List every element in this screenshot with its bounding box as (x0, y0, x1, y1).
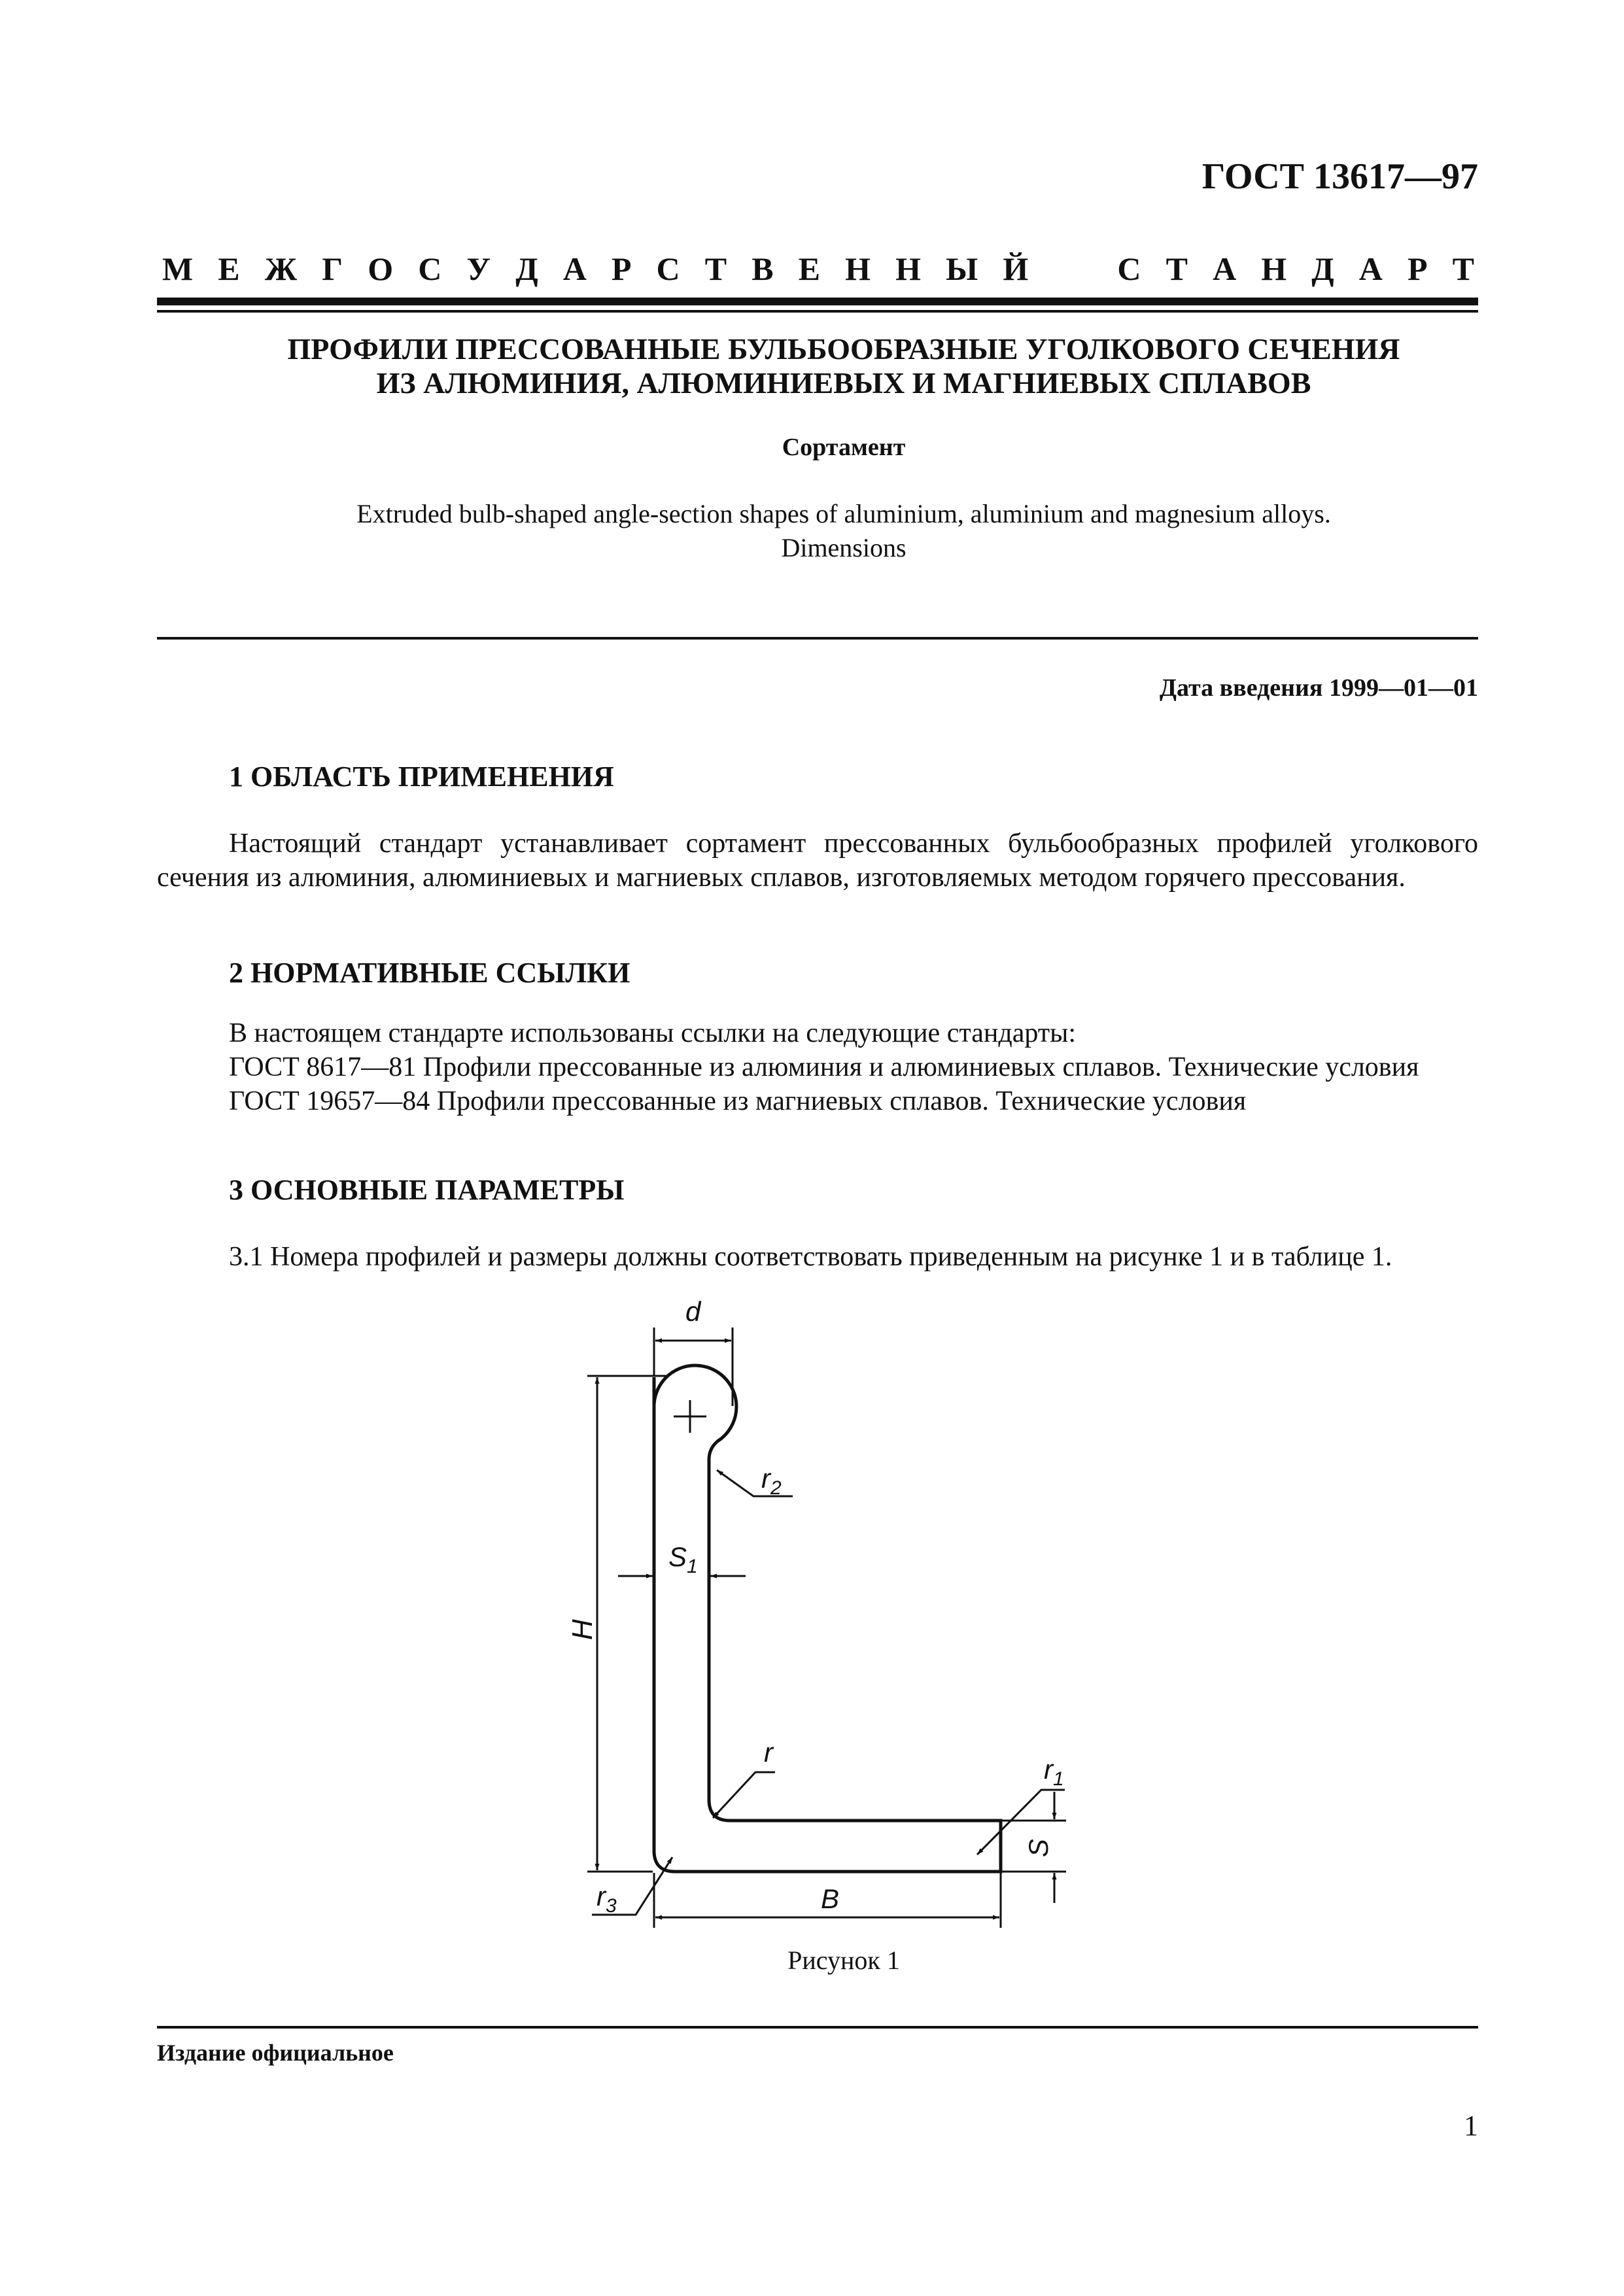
section-3-heading: 3 ОСНОВНЫЕ ПАРАМЕТРЫ (229, 1174, 625, 1206)
section-2-reference-2: ГОСТ 19657—84 Профили прессованные из магниевых сплавов. Технические условия (229, 1086, 1247, 1116)
title-line-2: ИЗ АЛЮМИНИЯ, АЛЮМИНИЕВЫХ И МАГНИЕВЫХ СПЛАВОВ (376, 366, 1311, 400)
banner-letter: Т (704, 250, 727, 287)
banner-letter: Р (611, 250, 632, 287)
banner-letter: Ы (946, 250, 978, 287)
profile-outline (654, 1365, 1001, 1872)
section-3-paragraph: 3.1 Номера профилей и размеры должны соответствовать приведенным на рисунке 1 и в таблице 1. (229, 1242, 1392, 1272)
banner-letter: Н (845, 250, 871, 287)
label-r1: $r_1$ (1044, 1754, 1064, 1790)
gost-number: ГОСТ 13617—97 (1201, 156, 1478, 197)
banner-letter: А (562, 250, 587, 287)
banner-letter: С (418, 250, 442, 287)
english-title-line-1: Extruded bulb-shaped angle-section shapes of aluminium, aluminium and magnesium alloys. (356, 499, 1331, 528)
page-number: 1 (1464, 2110, 1478, 2142)
label-r3: $r_3$ (596, 1881, 617, 1917)
banner-letter: У (466, 250, 491, 287)
label-d: d (685, 1296, 701, 1327)
banner-letter: Е (218, 250, 240, 287)
banner-letter: В (752, 250, 774, 287)
banner-letter: Д (1311, 250, 1334, 287)
figure-caption: Рисунок 1 (787, 1945, 900, 1975)
banner-letter: С (656, 250, 680, 287)
banner-letter: Т (1166, 250, 1188, 287)
banner-letter: Т (1452, 250, 1474, 287)
official-edition-label: Издание официальное (157, 2040, 394, 2066)
section-2-reference-1: ГОСТ 8617—81 Профили прессованные из алюминия и алюминиевых сплавов. Технические условия (229, 1052, 1419, 1082)
banner-letter: Н (895, 250, 922, 287)
label-h: H (566, 1619, 598, 1640)
banner-letter: С (1117, 250, 1141, 287)
label-s: S (1023, 1838, 1054, 1857)
banner-letter: Е (798, 250, 821, 287)
label-r2: $r_2$ (761, 1463, 782, 1499)
banner-letter: М (162, 250, 194, 287)
section-2-intro: В настоящем стандарте использованы ссылки на следующие стандарты: (229, 1018, 1077, 1048)
label-s1: $S_1$ (668, 1541, 698, 1577)
banner-letter: Н (1261, 250, 1287, 287)
banner-letter: О (368, 250, 394, 287)
r-leader (713, 1772, 775, 1818)
english-title-line-2: Dimensions (781, 533, 907, 562)
banner-letter: А (1213, 250, 1237, 287)
banner-letter: Г (322, 250, 343, 287)
banner-letter: Р (1407, 250, 1428, 287)
document-subtitle: Сортамент (782, 434, 906, 461)
section-1-heading: 1 ОБЛАСТЬ ПРИМЕНЕНИЯ (229, 761, 614, 793)
label-b: B (821, 1883, 840, 1914)
banner-letter: Д (515, 250, 538, 287)
title-line-1: ПРОФИЛИ ПРЕССОВАННЫЕ БУЛЬБООБРАЗНЫЕ УГОЛКОВОГО СЕЧЕНИЯ (287, 332, 1400, 366)
section-1-paragraph: Настоящий стандарт устанавливает сортамент прессованных бульбообразных профилей уголкового сечения из алюминия, алюминиевых и магниевых сплавов, изготовляемых методом горячего прессования. (157, 829, 1478, 893)
label-r: r (764, 1737, 773, 1768)
introduction-date: Дата введения 1999—01—01 (1159, 674, 1478, 702)
section-2-heading: 2 НОРМАТИВНЫЕ ССЫЛКИ (229, 957, 631, 989)
footer-rule (157, 2026, 1478, 2029)
banner-letter: Й (1003, 250, 1029, 287)
banner-letter: Ж (264, 250, 298, 287)
banner-letter: А (1358, 250, 1383, 287)
